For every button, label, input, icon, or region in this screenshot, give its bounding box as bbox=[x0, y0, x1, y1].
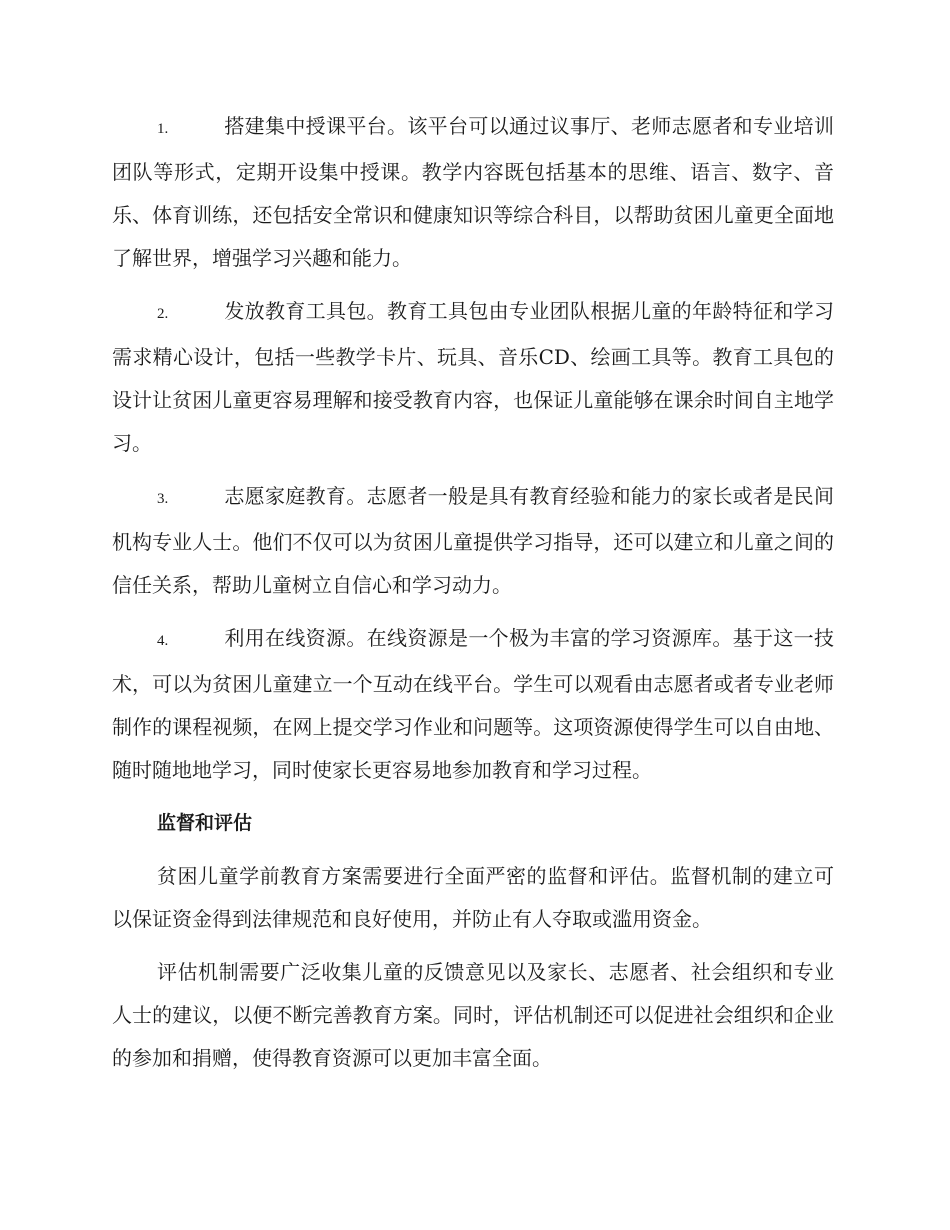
list-item-text: 志愿家庭教育。志愿者一般是具有教育经验和能力的家长或者是民间机构专业人士。他们不仅可以为贫困儿童提供学习指导，还可以建立和儿童之间的信任关系，帮助儿童树立自信心和学习动力。 bbox=[112, 484, 834, 597]
body-paragraph: 贫困儿童学前教育方案需要进行全面严密的监督和评估。监督机制的建立可以保证资金得到法律规范和良好使用，并防止有人夺取或滥用资金。 bbox=[112, 864, 834, 931]
list-item-text: 发放教育工具包。教育工具包由专业团队根据儿童的年龄特征和学习需求精心设计，包括一些教学卡片、玩具、音乐CD、绘画工具等。教育工具包的设计让贫困儿童更容易理解和接受教育内容，也保证儿童能够在课余时间自主地学习。 bbox=[112, 299, 834, 455]
list-item-text: 利用在线资源。在线资源是一个极为丰富的学习资源库。基于这一技术，可以为贫困儿童建立一个互动在线平台。学生可以观看由志愿者或者专业老师制作的课程视频，在网上提交学习作业和问题等。这项资源使得学生可以自由地、随时随地地学习，同时使家长更容易地参加教育和学习过程。 bbox=[112, 626, 834, 782]
list-item bbox=[112, 475, 834, 607]
list-item bbox=[112, 617, 834, 792]
list-item-number: 3. bbox=[157, 491, 169, 507]
list-item bbox=[112, 290, 834, 465]
section-heading: 监督和评估 bbox=[157, 812, 253, 834]
body-paragraph: 评估机制需要广泛收集儿童的反馈意见以及家长、志愿者、社会组织和专业人士的建议，以便不断完善教育方案。同时，评估机制还可以促进社会组织和企业的参加和捐赠，使得教育资源可以更加丰富全面。 bbox=[112, 960, 834, 1070]
list-item-text: 搭建集中授课平台。该平台可以通过议事厅、老师志愿者和专业培训团队等形式，定期开设集中授课。教学内容既包括基本的思维、语言、数字、音乐、体育训练，还包括安全常识和健康知识等综合科目，以帮助贫困儿童更全面地了解世界，增强学习兴趣和能力。 bbox=[112, 114, 834, 270]
list-item-number: 4. bbox=[157, 633, 169, 649]
list-item bbox=[112, 105, 834, 280]
list-item-number: 1. bbox=[157, 121, 169, 137]
document-page bbox=[112, 105, 834, 1090]
list-item-number: 2. bbox=[157, 306, 169, 322]
